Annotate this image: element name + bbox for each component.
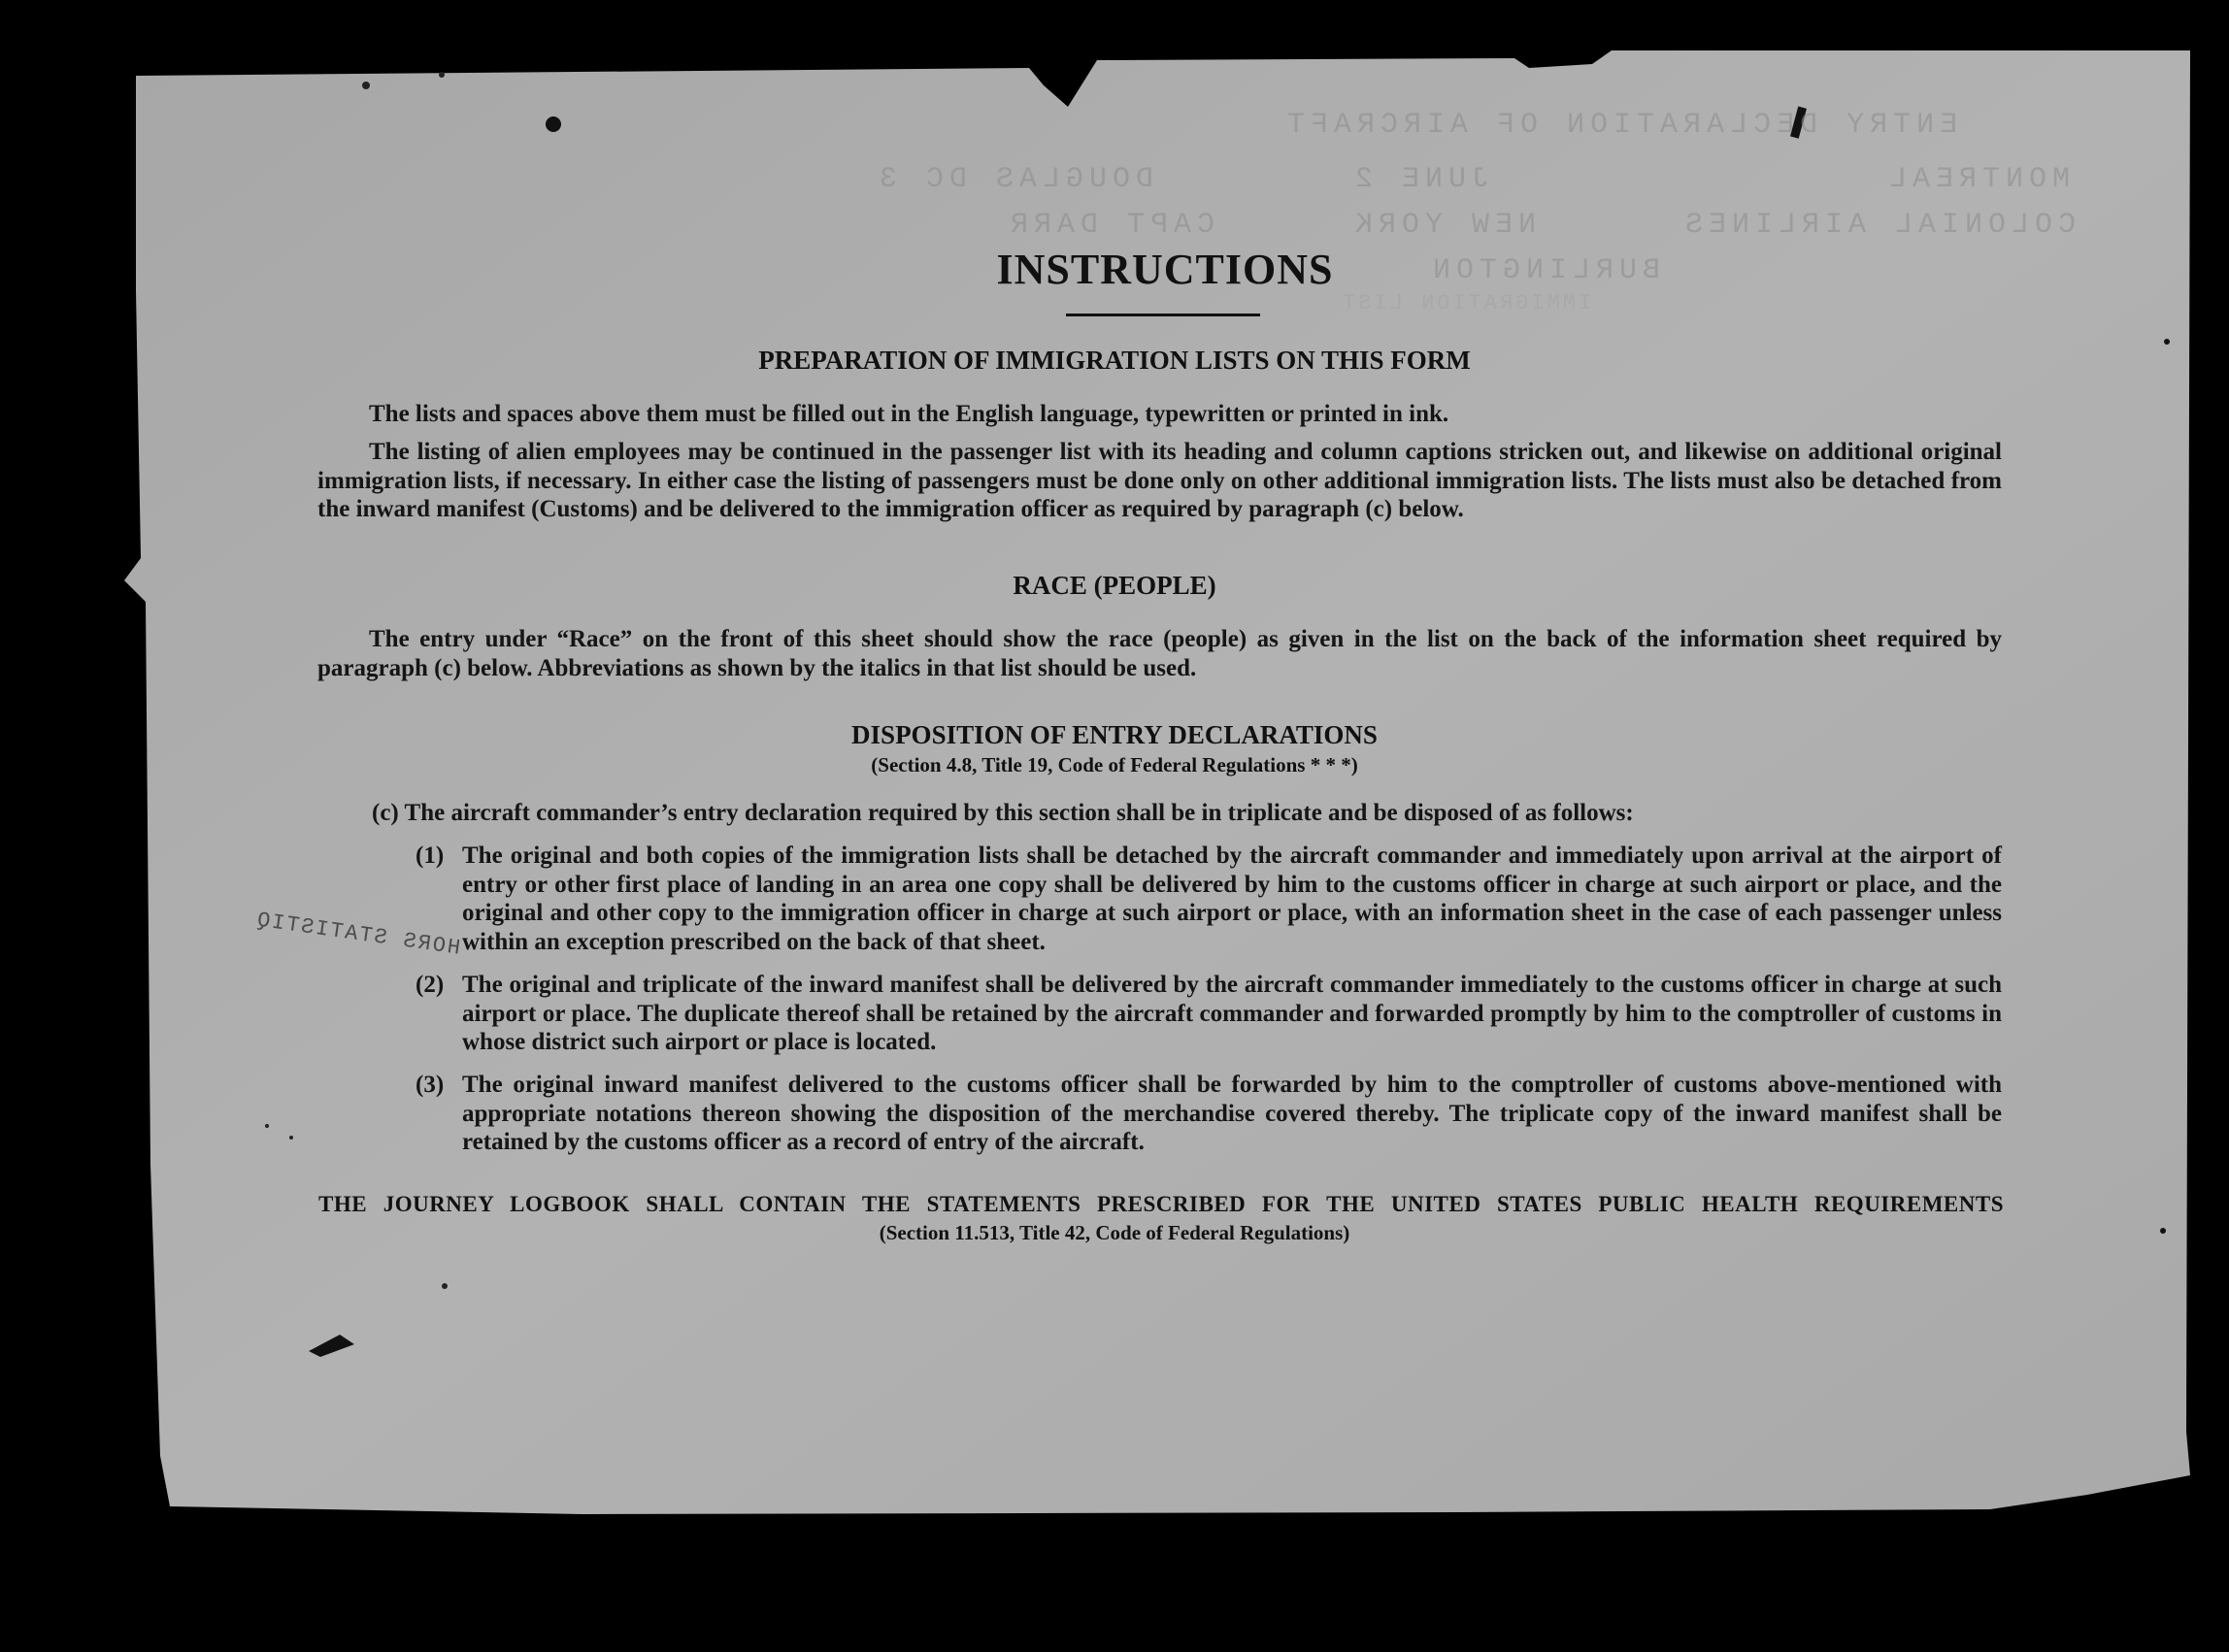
- prep-heading: PREPARATION OF IMMIGRATION LISTS ON THIS FORM: [758, 346, 1471, 375]
- race-heading: RACE (PEOPLE): [1013, 571, 1216, 600]
- list-item: [416, 842, 2002, 956]
- list-item-number: (3): [416, 1072, 445, 1098]
- list-item-number: (2): [416, 972, 445, 998]
- ghost-text: MONTREAL: [1883, 163, 2071, 196]
- disposition-subheading: (Section 4.8, Title 19, Code of Federal Regulations * * *): [871, 753, 1358, 776]
- list-item-text: The original and triplicate of the inward manifest shall be delivered by the aircraft commander immediately to the customs officer in charge at such airport or place. The duplicate thereof shall be retained by the aircraft commander and forwarded promptly by him to the comptroller of customs in whose district such airport or place is located.: [462, 972, 2002, 1055]
- disposition-intro: (c) The aircraft commander’s entry declaration required by this section shall be in triplicate and be disposed of as follows:: [372, 800, 1634, 826]
- list-item-text: The original inward manifest delivered to the customs officer shall be forwarded by him to the comptroller of customs above-mentioned with appropriate notations thereon showing the disposition of the merchandise covered thereby. The triplicate copy of the inward manifest shall be retained by the customs officer as a record of entry of the aircraft.: [462, 1072, 2002, 1155]
- ghost-text: NEW YORK: [1349, 209, 1537, 242]
- prep-paragraph-1: The lists and spaces above them must be filled out in the English language, typewritten or printed in ink.: [369, 401, 1449, 427]
- list-item-number: (1): [416, 843, 445, 869]
- prep-paragraph-2: The listing of alien employees may be continued in the passenger list with its heading and column captions stricken out, and likewise on additional original immigration lists, if necessary. In either case the listing of passengers must be done only on other additional immigration lists. The lists must also be detached from the inward manifest (Customs) and be delivered to the immigration officer as required by paragraph (c) below.: [317, 439, 2002, 522]
- ghost-text: ENTRY DECLARATION OF AIRCRAFT: [1281, 109, 1958, 142]
- list-item: [416, 971, 2002, 1057]
- list-item-text: The original and both copies of the immigration lists shall be detached by the aircraft commander and immediately upon arrival at the airport of entry or other first place of landing in an area one copy shall be delivered by him to the customs officer in charge at such airport or place, and the original and other copy to the immigration officer in charge at such airport or place, with an information sheet in the case of each passenger unless within an exception prescribed on the back of that sheet.: [462, 843, 2002, 955]
- list-item: [416, 1071, 2002, 1157]
- logbook-citation: (Section 11.513, Title 42, Code of Federal Regulations): [879, 1221, 1350, 1244]
- page-title: INSTRUCTIONS: [996, 246, 1334, 293]
- disposition-heading: DISPOSITION OF ENTRY DECLARATIONS: [851, 720, 1378, 749]
- title-underline: [1066, 314, 1260, 316]
- stamp-mark: HORS STATISTIQ: [253, 908, 462, 961]
- logbook-statement: THE JOURNEY LOGBOOK SHALL CONTAIN THE STATEMENTS PRESCRIBED FOR THE UNITED STATES PUBLIC HEALTH REQUIREMENTS: [318, 1192, 2004, 1216]
- ghost-text: COLONIAL AIRLINES: [1680, 209, 2077, 242]
- ghost-text: IMMIGRATION LIST: [1340, 291, 1592, 315]
- ghost-text: BURLINGTON: [1427, 254, 1661, 287]
- ghost-text: CAPT DARR: [1005, 209, 1215, 242]
- race-paragraph: The entry under “Race” on the front of this sheet should show the race (people) as given in the list on the back of the information sheet required by paragraph (c) below. Abbreviations as shown by the italics in that list should be used.: [317, 626, 2002, 681]
- ghost-text: JUNE 2: [1349, 163, 1490, 196]
- ghost-text: DOUGLAS DC 3: [874, 163, 1154, 196]
